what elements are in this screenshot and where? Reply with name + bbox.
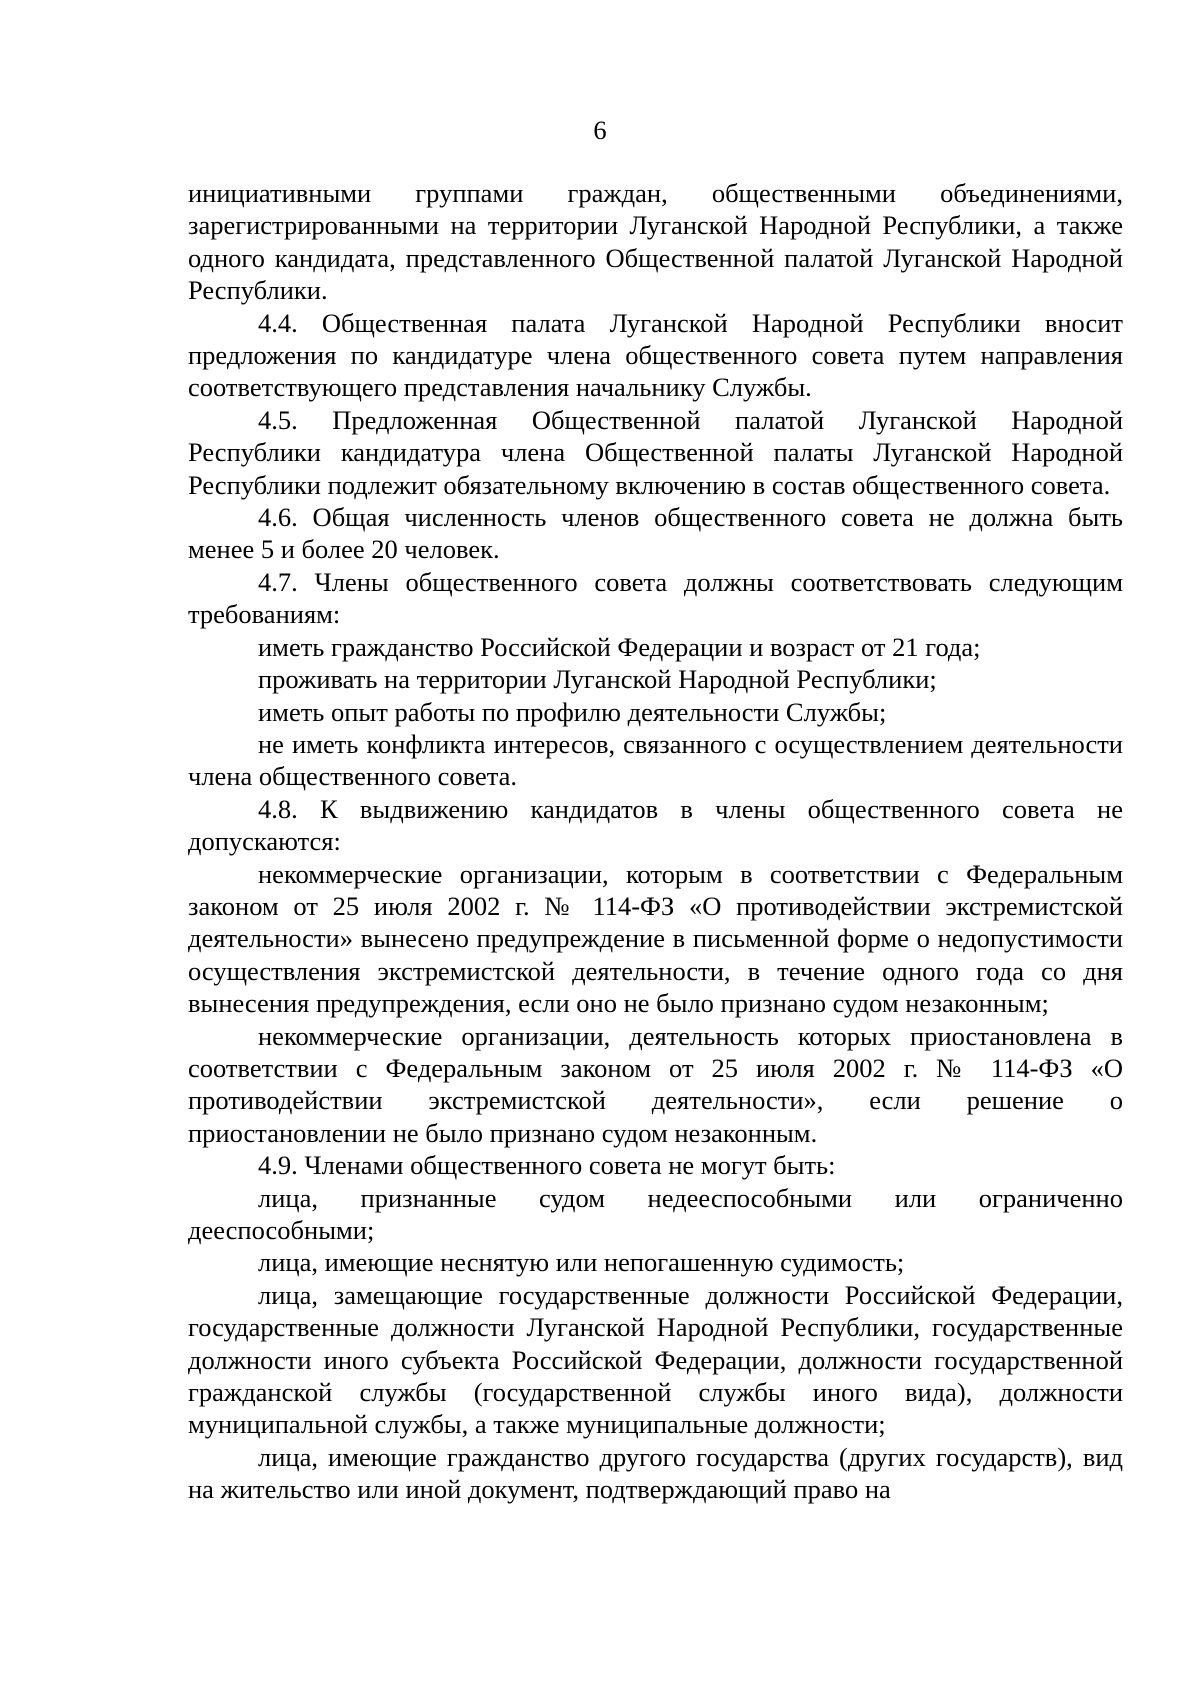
ineligible-officials: лица, замещающие государственные должности Российской Федерации, государственные должности Луганской Народной Республики, государственные должности иного субъекта Российской Федерации, должности государственной гражданской службы (государственной службы иного вида), должности муниципальной службы, а также муниципальные должности; [188, 1279, 1123, 1440]
paragraph-4-5: 4.5. Предложенная Общественной палатой Луганской Народной Республики кандидатура члена Общественной палаты Луганской Народной Республики подлежит обязательному включению в состав общественного совета. [188, 404, 1123, 500]
paragraph-4-6: 4.6. Общая численность членов общественного совета не должна быть менее 5 и более 20 человек. [188, 502, 1123, 565]
paragraph-4-8: 4.8. К выдвижению кандидатов в члены общественного совета не допускаются: [188, 793, 1123, 857]
ineligible-incapacitated: лица, признанные судом недееспособными или ограниченно дееспособными; [188, 1182, 1123, 1245]
paragraph-4-9: 4.9. Членами общественного совета не могут быть: [258, 1150, 836, 1181]
exclusion-suspended-nco: некоммерческие организации, деятельность которых приостановлена в соответствии с Федеральным законом от 25 июля 2002 г. № 114-ФЗ «О противодействии экстремистской деятельности», если решение о приостановлении не было признано судом незаконным. [188, 1020, 1123, 1148]
paragraph-4-7: 4.7. Члены общественного совета должны соответствовать следующим требованиям: [188, 566, 1123, 630]
paragraph-1: инициативными группами граждан, общественными объединениями, зарегистрированными на территории Луганской Народной Республики, а также одного кандидата, представленного Общественной палатой Луганской Народной Республики. [188, 178, 1123, 306]
requirement-citizenship: иметь гражданство Российской Федерации и возраст от 21 года; [258, 631, 981, 662]
requirement-residence: проживать на территории Луганской Народной Республики; [258, 664, 937, 695]
paragraph-4-4: 4.4. Общественная палата Луганской Народной Республики вносит предложения по кандидатуре члена общественного совета путем направления соответствующего представления начальнику Службы. [188, 307, 1123, 403]
exclusion-warned-nco: некоммерческие организации, которым в соответствии с Федеральным законом от 25 июля 2002 г. № 114-ФЗ «О противодействии экстремистской деятельности» вынесено предупреждение в письменной форме о недопустимости осуществления экстремистской деятельности, в течение одного года со дня вынесения предупреждения, если оно не было признано судом незаконным; [188, 858, 1123, 1019]
document-body [188, 177, 1123, 1506]
ineligible-convicted: лица, имеющие неснятую или непогашенную судимость; [258, 1247, 905, 1278]
requirement-no-conflict: не иметь конфликта интересов, связанного с осуществлением деятельности члена общественного совета. [188, 728, 1123, 792]
page-number: 6 [593, 115, 607, 145]
requirement-experience: иметь опыт работы по профилю деятельности Службы; [258, 696, 887, 727]
ineligible-foreign-citizenship: лица, имеющие гражданство другого государства (других государств), вид на жительство или иной документ, подтверждающий право на [188, 1441, 1123, 1505]
